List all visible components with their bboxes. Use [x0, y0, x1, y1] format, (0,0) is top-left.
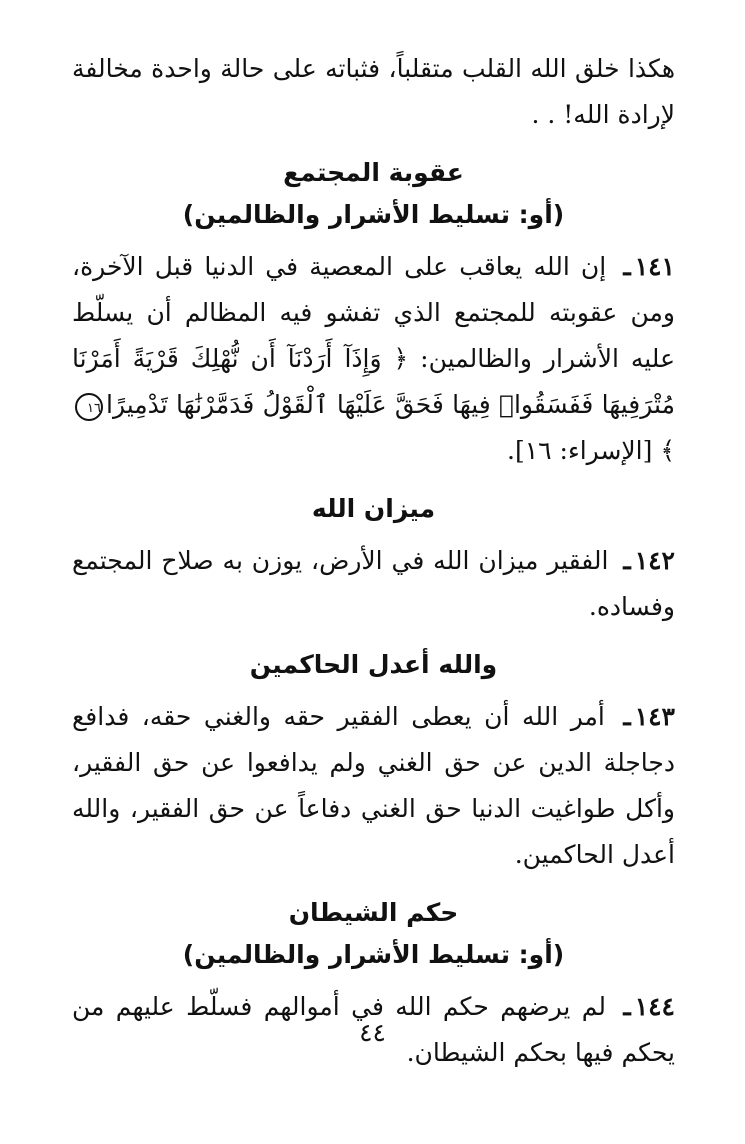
paragraph-143 — [72, 694, 675, 878]
paragraph-text: إن الله يعاقب على المعصية في الدنيا قبل الآخرة، ومن عقوبته للمجتمع الذي تفشو فيه المظالم أن يسلّط عليه الأشرار والظالمين: — [72, 252, 675, 373]
section-title-most-just: والله أعدل الحاكمين — [249, 650, 498, 679]
paragraph-141 — [72, 244, 675, 474]
section-title-gods-balance: ميزان الله — [311, 494, 436, 523]
book-page — [72, 46, 675, 1076]
section-subtitle-society-punishment: (أو: تسليط الأشرار والظالمين) — [182, 200, 565, 229]
paragraph-dash: ـ — [623, 252, 631, 281]
paragraph-dash: ـ — [623, 992, 631, 1021]
quran-verse-close: ﴾ — [660, 436, 675, 465]
section-title-society-punishment: عقوبة المجتمع — [283, 158, 464, 187]
paragraph-dash: ـ — [623, 546, 631, 575]
quran-verse: ﴿ وَإِذَآ أَرَدْنَآ أَن نُّهْلِكَ قَرْيَةً أَمَرْنَا مُتْرَفِيهَا فَفَسَقُوا۟ فِيهَا فَحَقَّ عَلَيْهَا ٱلْقَوْلُ فَدَمَّرْنَٰهَا تَدْمِيرًا — [72, 344, 675, 419]
paragraph-number: ١٤٤ — [634, 992, 675, 1021]
paragraph-number: ١٤٣ — [634, 702, 675, 731]
paragraph-142 — [72, 538, 675, 630]
ayah-number-mark: ١٦ — [75, 393, 103, 421]
paragraph-text: الفقير ميزان الله في الأرض، يوزن به صلاح المجتمع وفساده. — [72, 546, 675, 621]
paragraph-dash: ـ — [623, 702, 631, 731]
paragraph-text: لم يرضهم حكم الله في أموالهم فسلّط عليهم من يحكم فيها بحكم الشيطان. — [72, 992, 675, 1067]
paragraph-text: أمر الله أن يعطى الفقير حقه والغني حقه، فدافع دجاجلة الدين عن حق الغني ولم يدافعوا عن حق الفقير، وأكل طواغيت الدنيا حق الغني دفاعاً عن حق الفقير، والله أعدل الحاكمين. — [72, 702, 675, 869]
section-subtitle-devils-rule: (أو: تسليط الأشرار والظالمين) — [182, 940, 565, 969]
paragraph-number: ١٤١ — [634, 252, 675, 281]
paragraph-number: ١٤٢ — [634, 546, 675, 575]
section-title-devils-rule: حكم الشيطان — [288, 898, 459, 927]
page-number: ٤٤ — [359, 1018, 386, 1047]
verse-reference: [الإسراء: ١٦]. — [507, 436, 653, 465]
intro-paragraph: هكذا خلق الله القلب متقلباً، فثباته على حالة واحدة مخالفة لإرادة الله! . . — [72, 54, 675, 129]
